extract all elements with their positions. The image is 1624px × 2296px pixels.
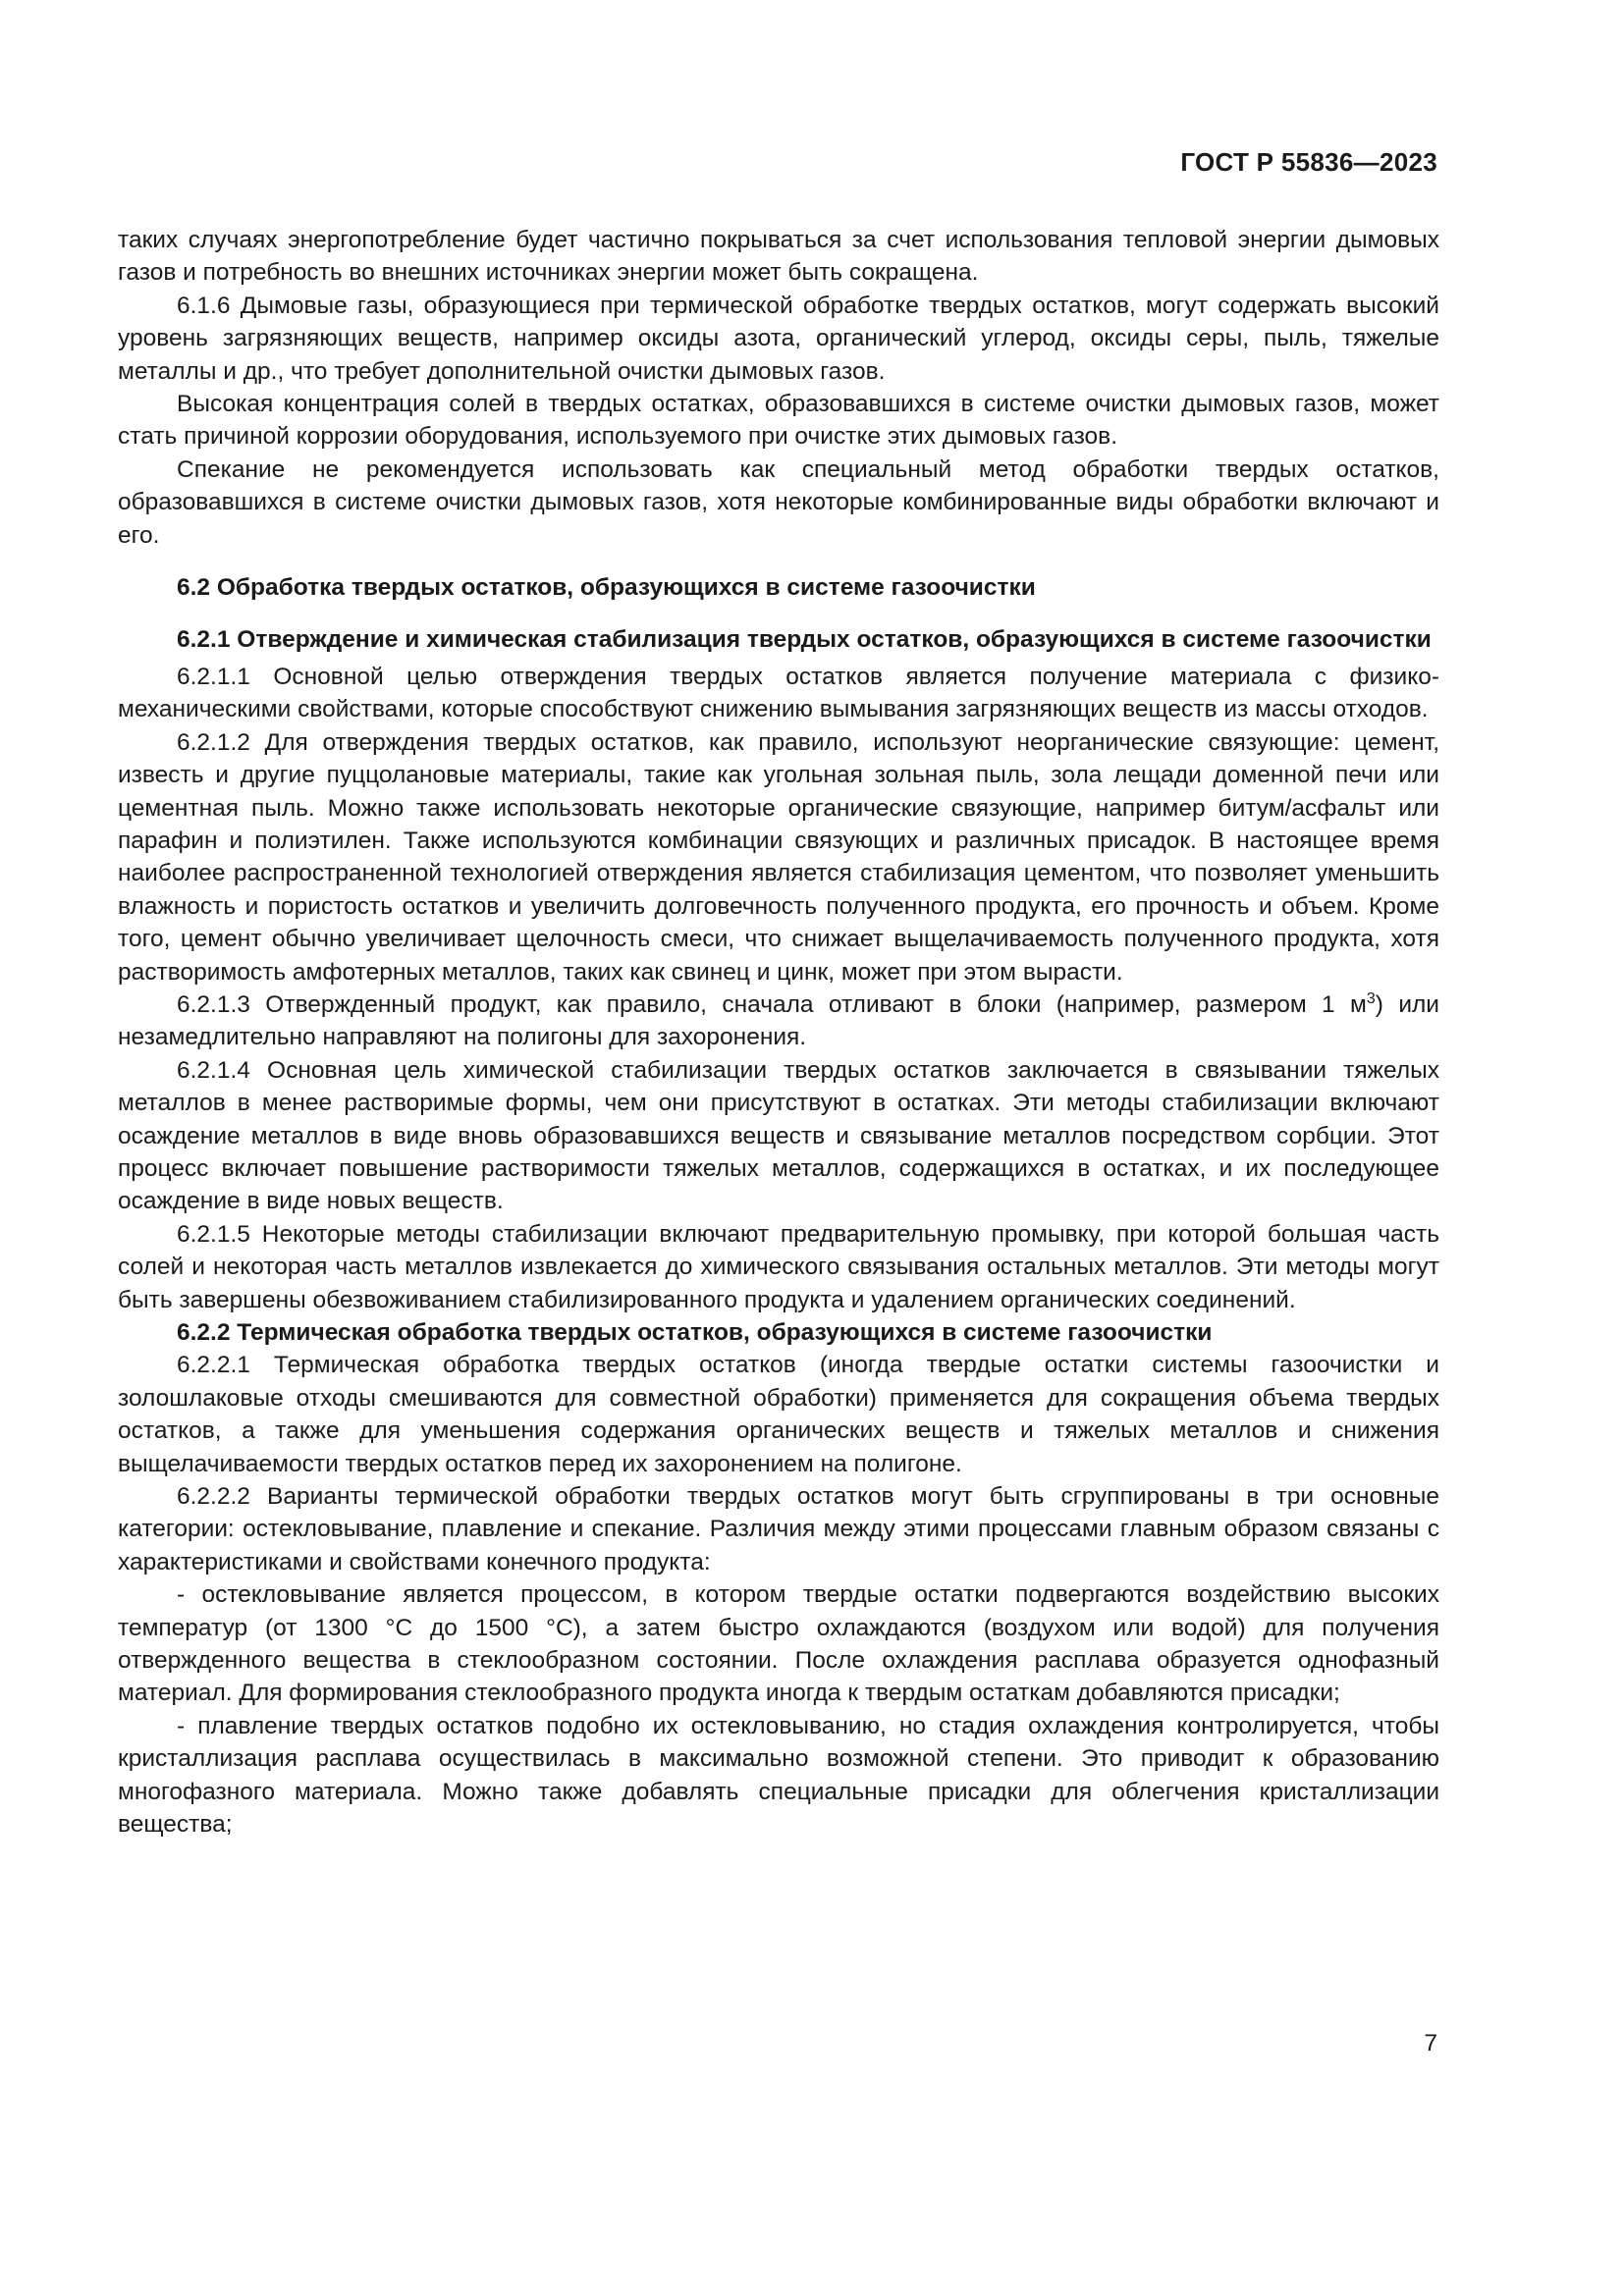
paragraph-6-2-2-2: 6.2.2.2 Варианты термической обработки твердых остатков могут быть сгруппированы в три основные категории: остекловывание, плавление и спекание. Различия между этими процессами главным образом связаны с характеристиками и свойствами конечного продукта: xyxy=(118,1483,1439,1575)
paragraph-6-2-1-3 xyxy=(118,988,1439,1054)
page-number: 7 xyxy=(1424,2030,1437,2056)
superscript-cube: 3 xyxy=(1366,989,1376,1007)
paragraph-6-2-1-4: 6.2.1.4 Основная цель химической стабилизации твердых остатков заключается в связывании тяжелых металлов в менее растворимые формы, чем они присутствуют в остатках. Эти методы стабилизации включают осаждение металлов в виде вновь образовавшихся веществ и связывание металлов посредством сорбции. Этот процесс включает повышение растворимости тяжелых металлов, содержащихся в остатках, и их последующее осаждение в виде новых веществ. xyxy=(118,1056,1439,1215)
paragraph-6-2-2-1: 6.2.2.1 Термическая обработка твердых остатков (иногда твердые остатки системы газоочистки и золошлаковые отходы смешиваются для совместной обработки) применяется для сокращения объема твердых остатков, а также для уменьшения содержания органических веществ и тяжелых металлов и снижения выщелачиваемости твердых остатков перед их захоронением на полигоне. xyxy=(118,1352,1439,1477)
paragraph-salts-corrosion: Высокая концентрация солей в твердых остатках, образовавшихся в системе очистки дымовых газов, может стать причиной коррозии оборудования, используемого при очистке этих дымовых газов. xyxy=(118,391,1439,451)
paragraph-6-2-1-3-text-a: 6.2.1.3 Отвержденный продукт, как правило, сначала отливают в блоки (например, размером 1 м xyxy=(177,990,1367,1018)
list-item-melting: - плавление твердых остатков подобно их остекловыванию, но стадия охлаждения контролируется, чтобы кристаллизация расплава осуществилась в максимально возможной степени. Это приводит к образованию многофазного материала. Можно также добавлять специальные присадки для облегчения кристаллизации вещества; xyxy=(118,1712,1439,1839)
heading-6-2-2: 6.2.2 Термическая обработка твердых остатков, образующихся в системе газоочистки xyxy=(177,1319,1213,1346)
list-item-vitrification: - остекловывание является процессом, в котором твердые остатки подвергаются воздействию высоких температур (от 1300 °С до 1500 °С), а затем быстро охлаждаются (воздухом или водой) для получения отвержденного вещества в стеклообразном состоянии. После охлаждения расплава образуется однофазный материал. Для формирования стеклообразного продукта иногда к твердым остаткам добавляются присадки; xyxy=(118,1581,1439,1707)
document-body xyxy=(118,224,1439,1842)
heading-6-2: 6.2 Обработка твердых остатков, образующихся в системе газоочистки xyxy=(177,574,1036,602)
paragraph-6-1-6: 6.1.6 Дымовые газы, образующиеся при термической обработке твердых остатков, могут содержать высокий уровень загрязняющих веществ, например оксиды азота, органический углерод, оксиды серы, пыль, тяжелые металлы и др., что требует дополнительной очистки дымовых газов. xyxy=(118,292,1439,385)
paragraph-sintering: Спекание не рекомендуется использовать как специальный метод обработки твердых остатков, образовавшихся в системе очистки дымовых газов, хотя некоторые комбинированные виды обработки включают и его. xyxy=(118,455,1439,549)
paragraph-6-2-1-1: 6.2.1.1 Основной целью отверждения твердых остатков является получение материала с физико-механическими свойствами, которые способствуют снижению вымывания загрязняющих веществ из массы отходов. xyxy=(118,663,1439,723)
paragraph-6-2-1-2: 6.2.1.2 Для отверждения твердых остатков, как правило, используют неорганические связующие: цемент, известь и другие пуццолановые материалы, такие как угольная зольная пыль, зола лещади доменной печи или цементная пыль. Можно также использовать некоторые органические связующие, например битум/асфальт или парафин и полиэтилен. Также используются комбинации связующих и различных присадок. В настоящее время наиболее распространенной технологией отверждения является стабилизация цементом, что позволяет уменьшить влажность и пористость остатков и увеличить долговечность полученного продукта, его прочность и объем. Кроме того, цемент обычно увеличивает щелочность смеси, что снижает выщелачиваемость полученного продукта, хотя растворимость амфотерных металлов, таких как свинец и цинк, может при этом вырасти. xyxy=(118,728,1439,986)
heading-6-2-1: 6.2.1 Отверждение и химическая стабилизация твердых остатков, образующихся в системе газоочистки xyxy=(177,626,1432,654)
paragraph-6-2-1-3-text-b: ) или незамедлительно направляют на полигоны для захоронения. xyxy=(118,990,1439,1051)
document-code-header: ГОСТ Р 55836—2023 xyxy=(1180,147,1437,177)
paragraph-continuation: таких случаях энергопотребление будет частично покрываться за счет использования тепловой энергии дымовых газов и потребность во внешних источниках энергии может быть сокращена. xyxy=(118,227,1439,287)
paragraph-6-2-1-5: 6.2.1.5 Некоторые методы стабилизации включают предварительную промывку, при которой большая часть солей и некоторая часть металлов извлекается до химического связывания остальных металлов. Эти методы могут быть завершены обезвоживанием стабилизированного продукта и удалением органических соединений. xyxy=(118,1220,1439,1313)
